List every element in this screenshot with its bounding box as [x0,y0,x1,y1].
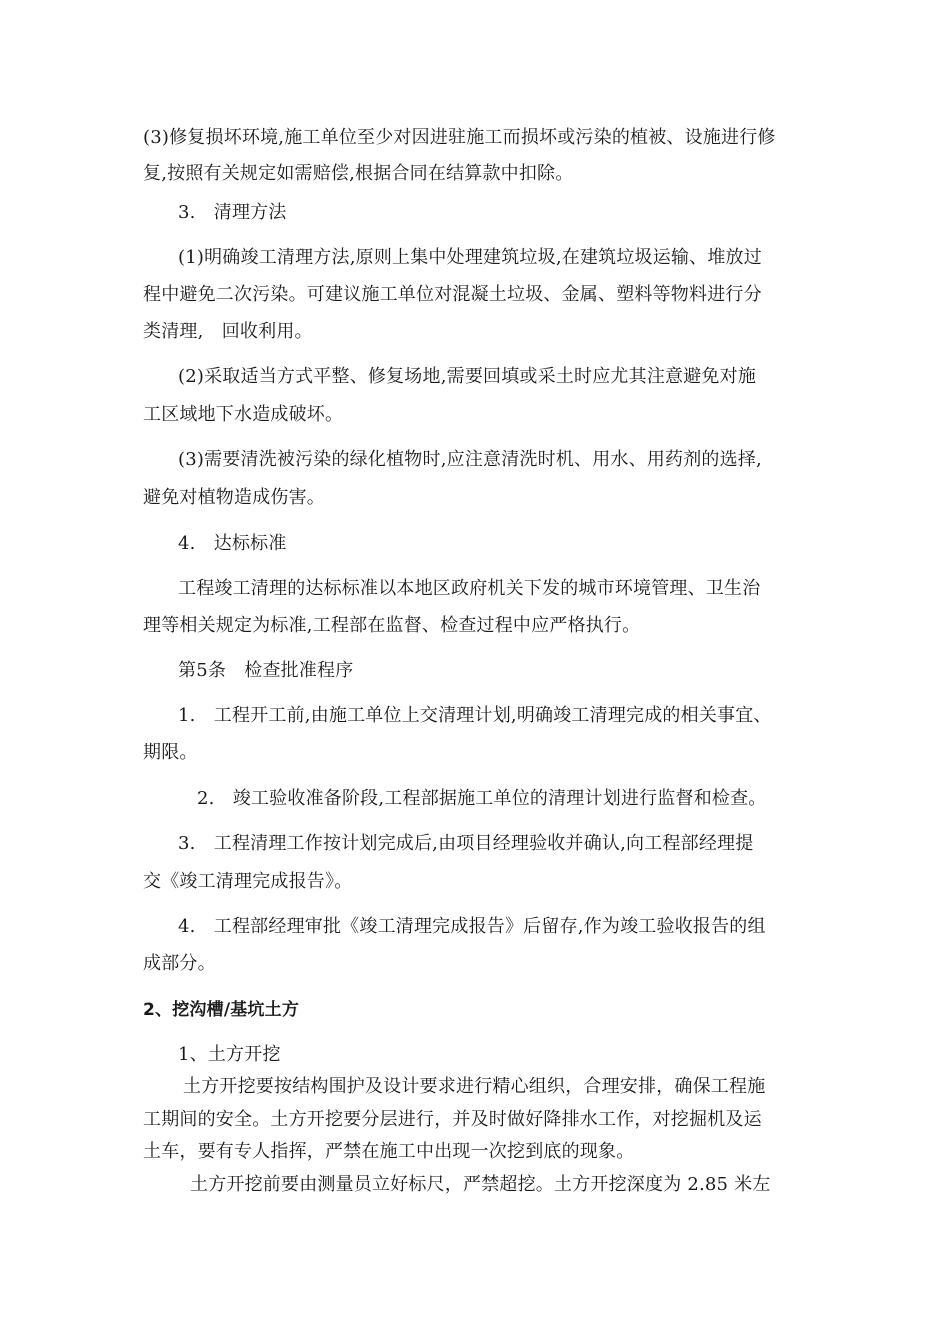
paragraph-line: 1. 工程开工前,由施工单位上交清理计划,明确竣工清理完成的相关事宜、 [178,705,772,726]
subsection-heading: 1、土方开挖 [178,1044,281,1065]
paragraph-line: 理等相关规定为标准,工程部在监督、检查过程中应严格执行。 [143,615,641,636]
paragraph-line: 2. 竣工验收准备阶段,工程部据施工单位的清理计划进行监督和检查。 [197,788,767,809]
paragraph-line: (3)修复损坏环境,施工单位至少对因进驻施工而损坏或污染的植被、设施进行修 [143,127,776,148]
paragraph-line: 工期间的安全。土方开挖要分层进行，并及时做好降排水工作，对挖掘机及运 [143,1109,762,1130]
paragraph-line: 土方开挖要按结构围护及设计要求进行精心组织，合理安排，确保工程施 [183,1076,766,1097]
paragraph-line: (2)采取适当方式平整、修复场地,需要回填或采土时应尤其注意避免对施 [178,366,757,387]
paragraph-line: 成部分。 [143,953,216,974]
section-heading: 3. 清理方法 [178,202,287,223]
paragraph-line: 土车，要有专人指挥，严禁在施工中出现一次挖到底的现象。 [143,1141,635,1162]
paragraph-line: 3. 工程清理工作按计划完成后,由项目经理验收并确认,向工程部经理提 [178,833,754,854]
paragraph-line: 类清理, 回收利用。 [143,321,313,342]
paragraph-line: (1)明确竣工清理方法,原则上集中处理建筑垃圾,在建筑垃圾运输、堆放过 [178,247,762,268]
paragraph-line: 程中避免二次污染。可建议施工单位对混凝土垃圾、金属、塑料等物料进行分 [143,284,762,305]
paragraph-line: 复,按照有关规定如需赔偿,根据合同在结算款中扣除。 [143,163,574,184]
paragraph-line: 避免对植物造成伤害。 [143,487,325,508]
paragraph-line: (3)需要清洗被污染的绿化植物时,应注意清洗时机、用水、用药剂的选择, [178,449,762,470]
paragraph-line: 4. 工程部经理审批《竣工清理完成报告》后留存,作为竣工验收报告的组 [178,916,766,937]
section-title: 2、挖沟槽/基坑土方 [143,1000,300,1020]
paragraph-line: 交《竣工清理完成报告》。 [143,871,353,892]
paragraph-line: 土方开挖前要由测量员立好标尺，严禁超挖。土方开挖深度为 2.85 米左 [190,1174,771,1195]
paragraph-line: 期限。 [143,742,198,763]
paragraph-line: 工程竣工清理的达标标准以本地区政府机关下发的城市环境管理、卫生治 [178,578,761,599]
paragraph-line: 工区域地下水造成破坏。 [143,404,344,425]
section-heading: 4. 达标标准 [178,533,287,554]
article-heading: 第5条 检查批准程序 [178,660,354,681]
